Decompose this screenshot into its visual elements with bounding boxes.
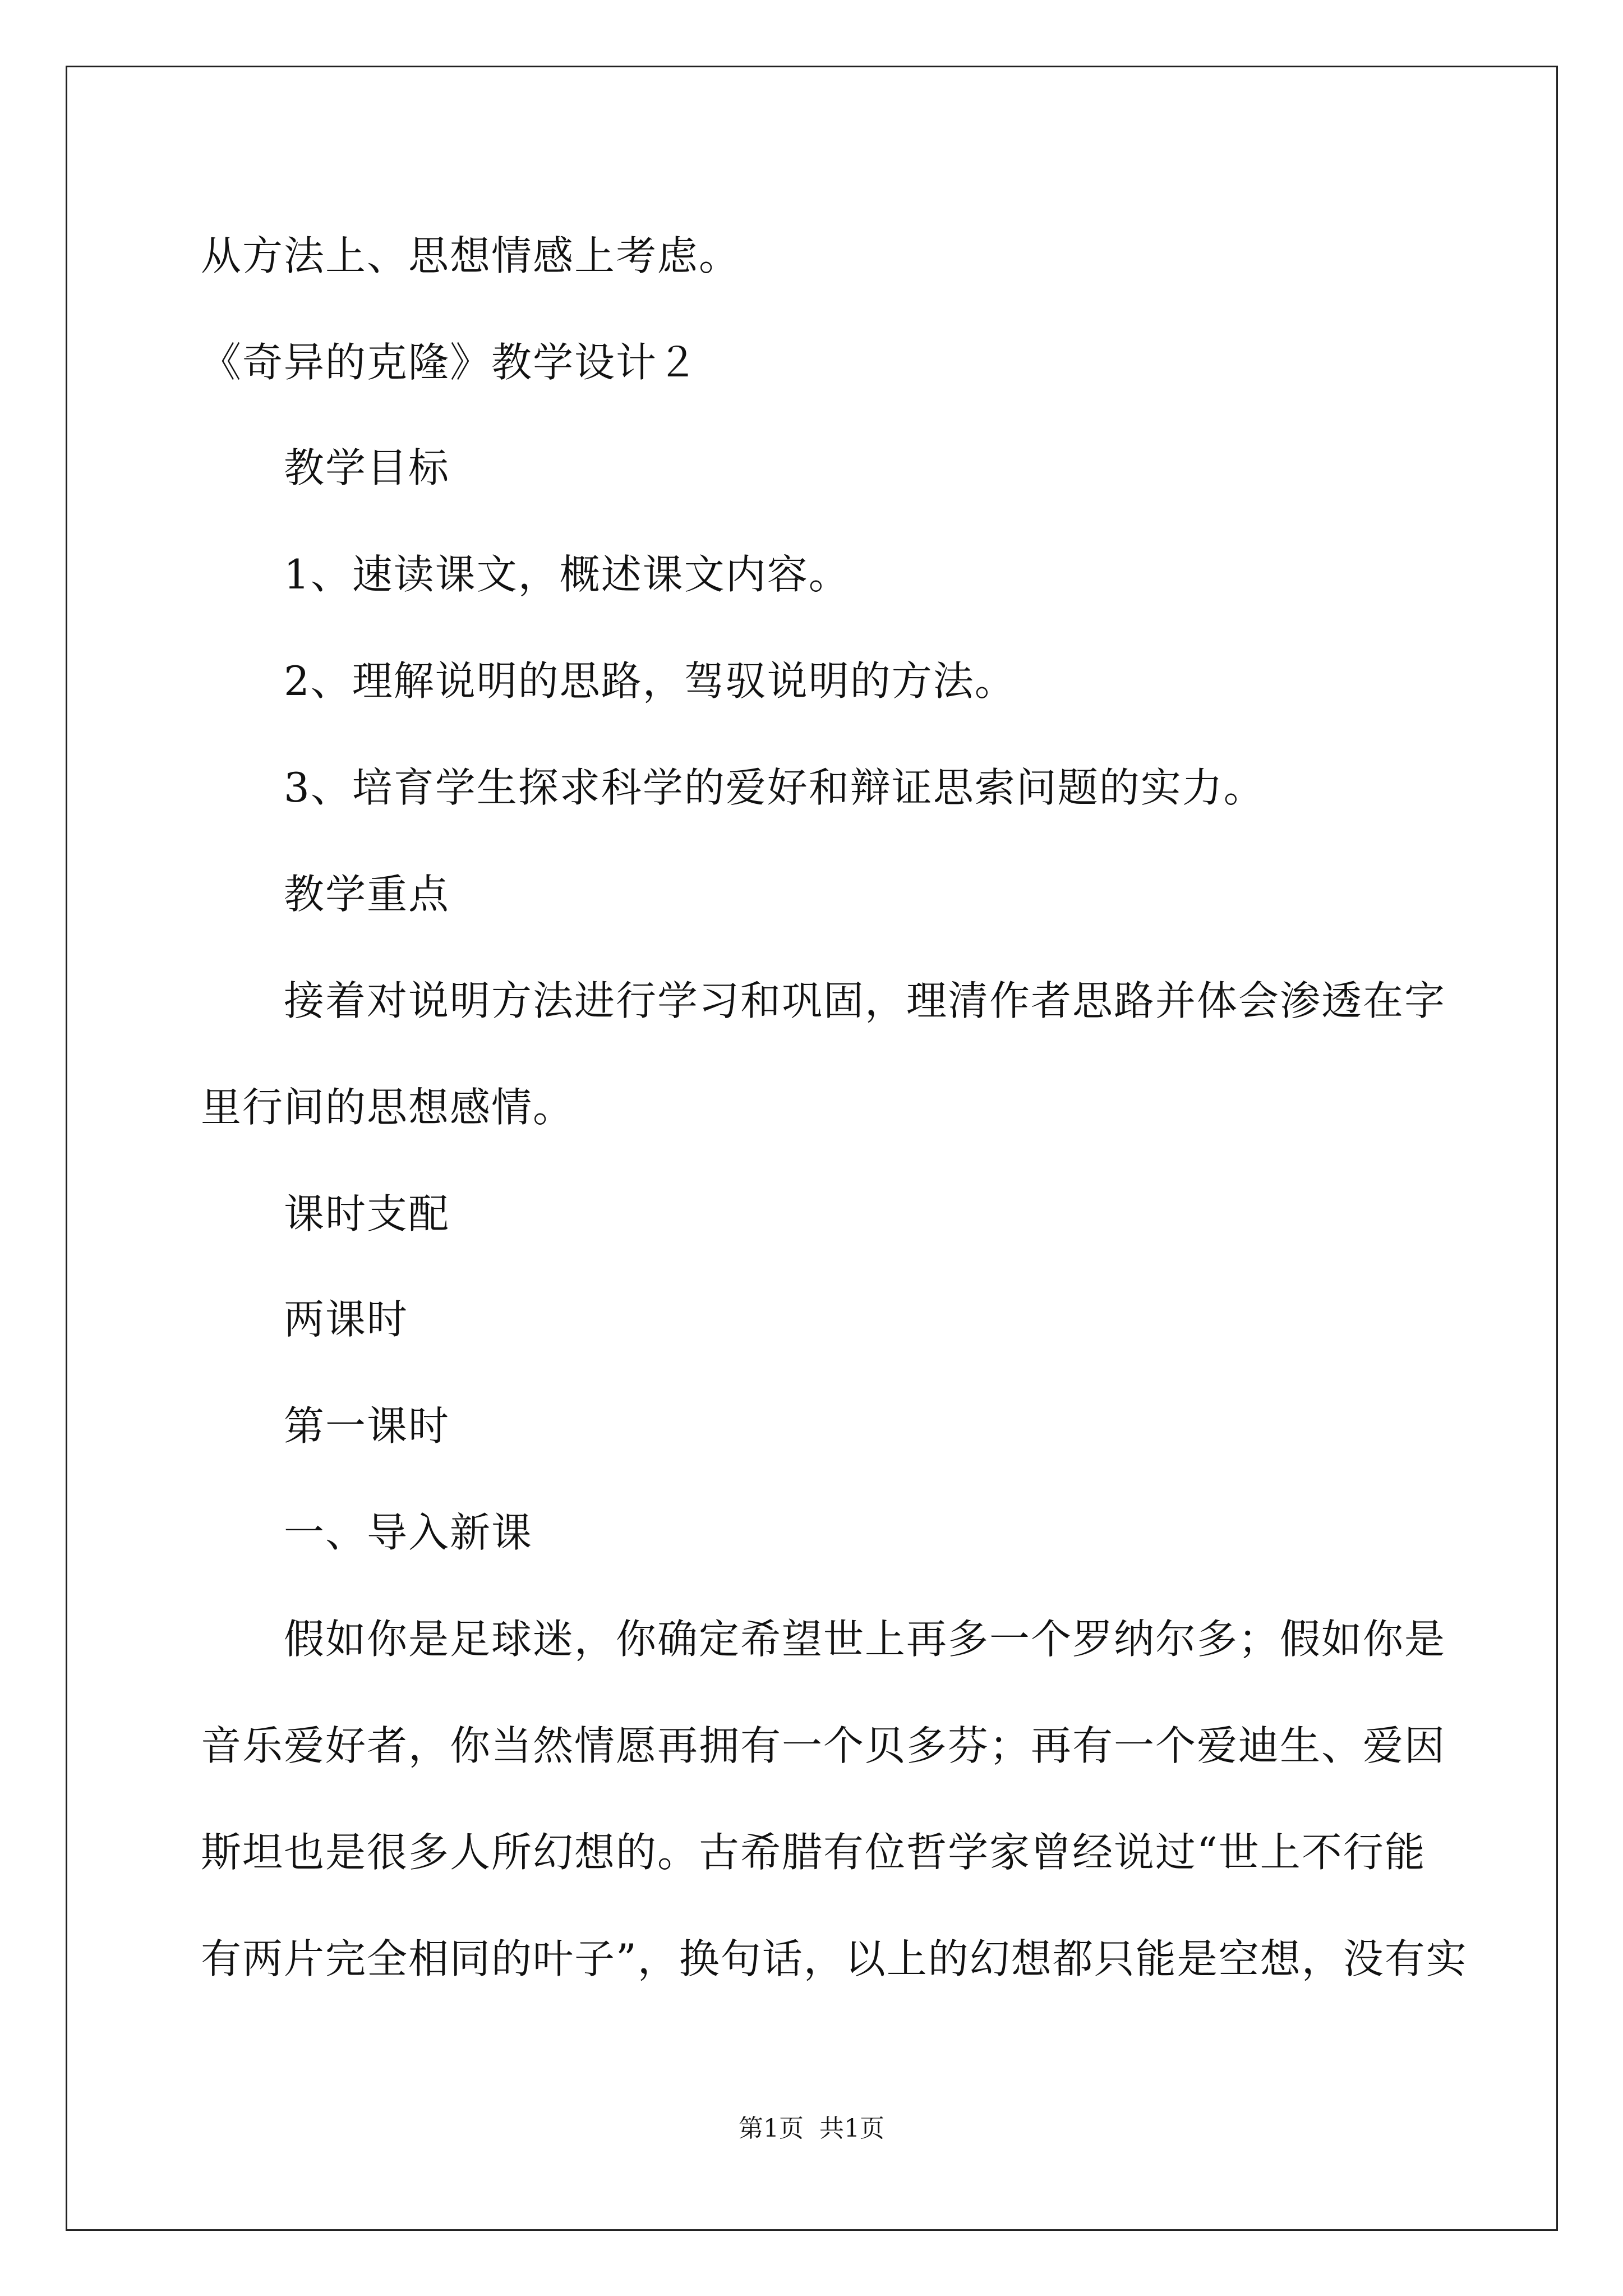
- paragraph-continuation: 从方法上、思想情感上考虑。: [201, 232, 741, 279]
- page-number: 第1页: [739, 2114, 804, 2143]
- focus-text-line-2: 里行间的思想感情。: [201, 1084, 575, 1131]
- intro-text-line-2: 音乐爱好者，你当然情愿再拥有一个贝多芬；再有一个爱迪生、爱因: [201, 1722, 1446, 1769]
- intro-text-line-4: 有两片完全相同的叶子”，换句话，以上的幻想都只能是空想，没有实: [201, 1935, 1468, 1982]
- heading-teaching-goals: 教学目标: [284, 444, 450, 491]
- intro-text-line-1: 假如你是足球迷，你确定希望世上再多一个罗纳尔多；假如你是: [284, 1616, 1446, 1663]
- heading-first-lesson: 第一课时: [284, 1402, 450, 1450]
- heading-teaching-focus: 教学重点: [284, 871, 450, 918]
- focus-text-line-1: 接着对说明方法进行学习和巩固，理清作者思路并体会渗透在字: [284, 977, 1446, 1024]
- page-border: [66, 66, 1558, 2231]
- goal-item-2: 2、理解说明的思路，驾驭说明的方法。: [284, 657, 1016, 705]
- goal-item-3: 3、培育学生探求科学的爱好和辩证思索问题的实力。: [284, 764, 1265, 811]
- goal-item-1: 1、速读课文，概述课文内容。: [284, 551, 850, 598]
- heading-class-hours: 课时支配: [284, 1190, 450, 1237]
- section-title: 《奇异的克隆》教学设计２: [201, 339, 699, 386]
- class-hours-value: 两课时: [284, 1296, 409, 1343]
- page-footer: [0, 2116, 1623, 2141]
- page-total: 共1页: [819, 2114, 884, 2143]
- intro-text-line-3: 斯坦也是很多人所幻想的。古希腊有位哲学家曾经说过“世上不行能: [201, 1829, 1426, 1876]
- heading-introduction: 一、导入新课: [284, 1509, 533, 1556]
